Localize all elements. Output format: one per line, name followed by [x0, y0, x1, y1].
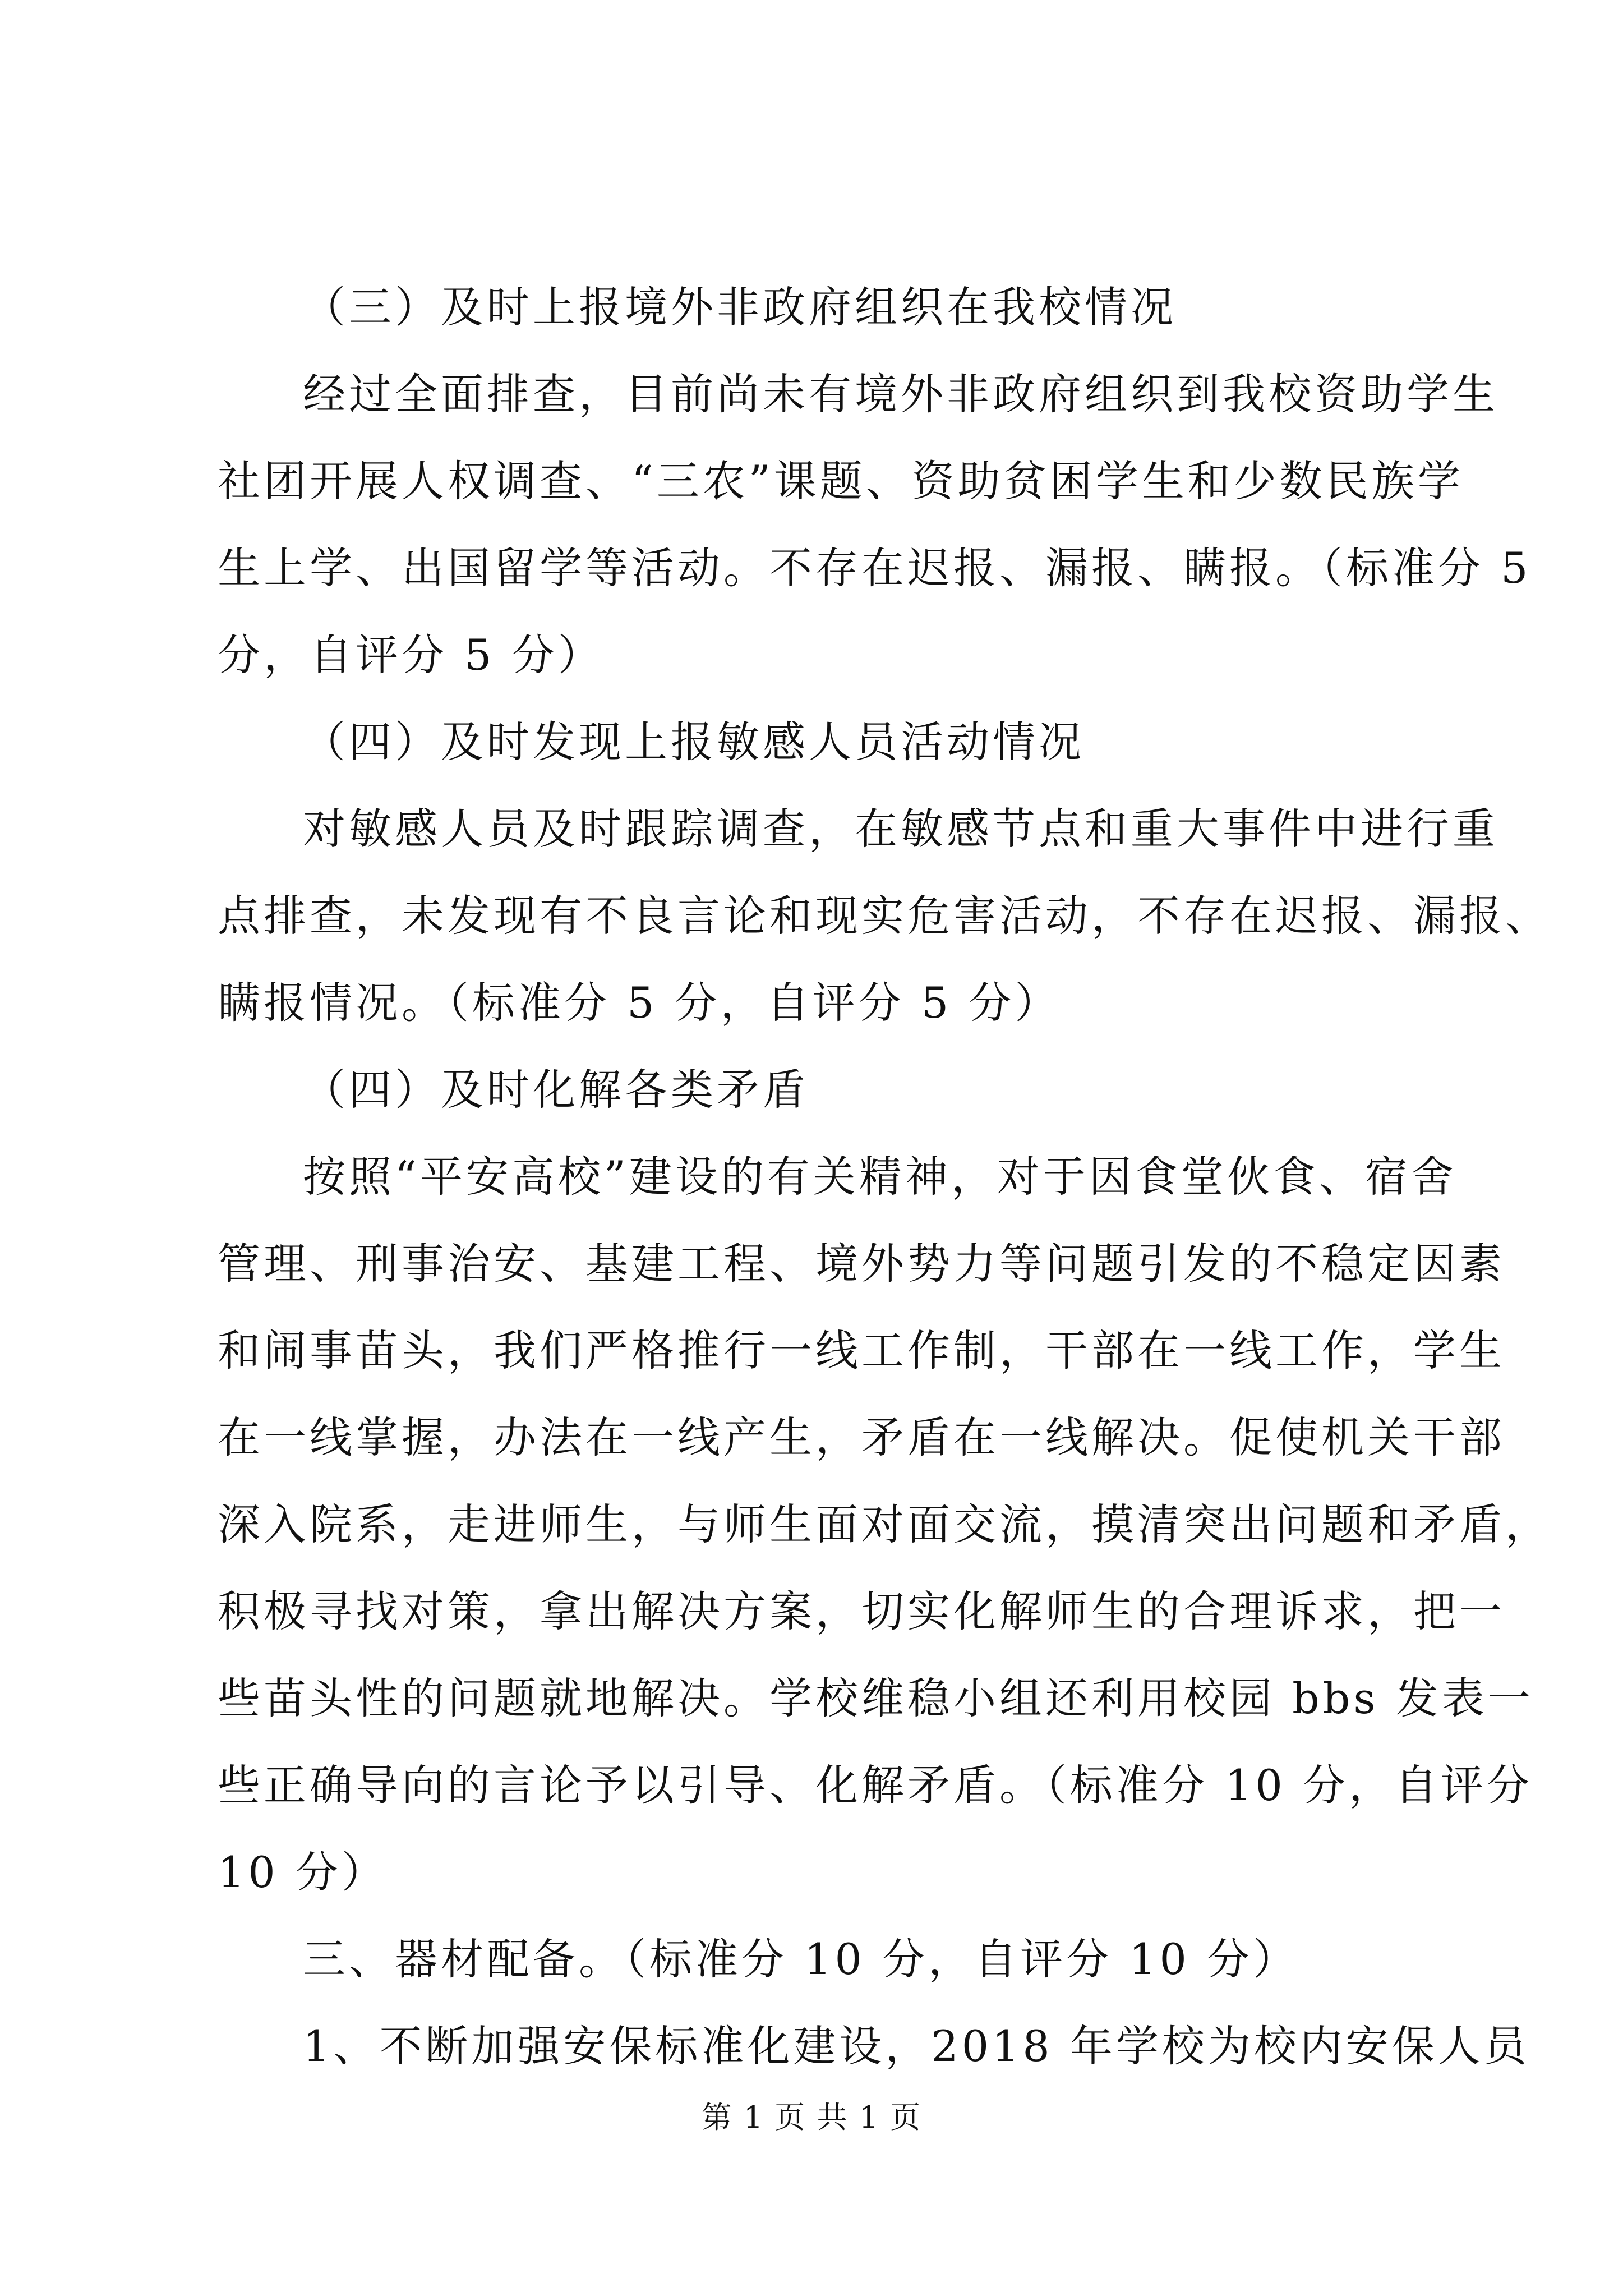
section-heading-3: （三）及时上报境外非政府组织在我校情况	[303, 282, 1177, 332]
paragraph-line: 和闹事苗头，我们严格推行一线工作制，干部在一线工作，学生	[218, 1326, 1505, 1375]
paragraph-line: 1、不断加强安保标准化建设，2018 年学校为校内安保人员	[303, 2021, 1530, 2071]
paragraph-line: 点排查，未发现有不良言论和现实危害活动，不存在迟报、漏报、	[218, 891, 1551, 941]
paragraph-line: 10 分）	[218, 1847, 388, 1897]
paragraph-line: 分，自评分 5 分）	[218, 630, 604, 680]
section-heading-equipment: 三、器材配备。（标准分 10 分，自评分 10 分）	[303, 1934, 1299, 1984]
paragraph-line: 深入院系，走进师生，与师生面对面交流，摸清突出问题和矛盾，	[218, 1499, 1551, 1549]
paragraph-line: 生上学、出国留学等活动。不存在迟报、漏报、瞒报。（标准分 5	[218, 543, 1532, 593]
paragraph-line: 些正确导向的言论予以引导、化解矛盾。（标准分 10 分，自评分	[218, 1760, 1533, 1810]
page-footer: 第 1 页 共 1 页	[701, 2100, 922, 2135]
paragraph-line: 积极寻找对策，拿出解决方案，切实化解师生的合理诉求，把一	[218, 1586, 1505, 1636]
paragraph-line: 管理、刑事治安、基建工程、境外势力等问题引发的不稳定因素	[218, 1239, 1505, 1289]
paragraph-line: 些苗头性的问题就地解决。学校维稳小组还利用校园 bbs 发表一	[218, 1673, 1534, 1723]
paragraph-line: 社团开展人权调查、“三农”课题、资助贫困学生和少数民族学	[218, 456, 1464, 506]
section-heading-4b: （四）及时化解各类矛盾	[303, 1065, 809, 1115]
paragraph-line: 在一线掌握，办法在一线产生，矛盾在一线解决。促使机关干部	[218, 1412, 1505, 1462]
section-heading-4a: （四）及时发现上报敏感人员活动情况	[303, 717, 1085, 767]
paragraph-line: 按照“平安高校”建设的有关精神，对于因食堂伙食、宿舍	[303, 1152, 1457, 1202]
paragraph-line: 瞒报情况。（标准分 5 分，自评分 5 分）	[218, 978, 1061, 1028]
document-body	[218, 264, 1551, 2090]
paragraph-line: 对敏感人员及时跟踪调查，在敏感节点和重大事件中进行重	[303, 804, 1498, 854]
paragraph-line: 经过全面排查，目前尚未有境外非政府组织到我校资助学生	[303, 369, 1498, 419]
